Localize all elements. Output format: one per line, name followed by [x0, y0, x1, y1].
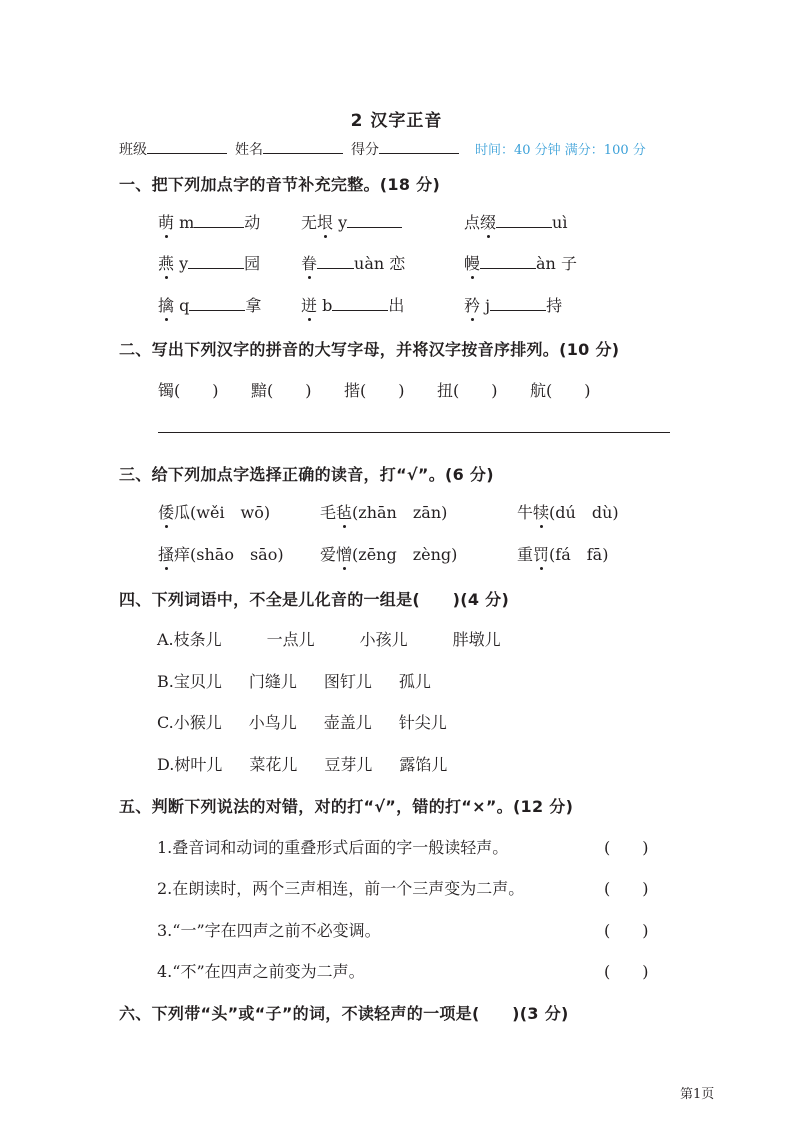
q4-option-c[interactable]: C.小猴儿 小鸟儿 壶盖儿 针尖儿	[157, 713, 447, 732]
reading-options[interactable]: (zhān zān)	[352, 503, 448, 522]
answer-blank[interactable]	[317, 254, 354, 269]
q5-answer-paren-2[interactable]: ( )	[604, 879, 649, 898]
suffix: 出	[388, 296, 405, 315]
q1-item-3	[464, 210, 567, 233]
time-score-meta: 时间：40 分钟 满分：100 分	[475, 143, 646, 158]
option-letter: C.	[157, 713, 174, 732]
dotted-char: 缀	[480, 210, 496, 233]
q5-heading: 五、判断下列说法的对错，对的打“√”，错的打“×”。(12 分)	[119, 797, 574, 816]
q3-heading: 三、给下列加点字选择正确的读音，打“√”。(6 分)	[119, 465, 494, 484]
name-label: 姓名	[235, 142, 263, 158]
reading-options[interactable]: (shāo sāo)	[190, 545, 284, 564]
reading-options[interactable]: (fá fā)	[549, 545, 609, 564]
initial: j	[480, 296, 491, 315]
q1-heading: 一、把下列加点字的音节补充完整。(18 分)	[119, 175, 441, 194]
q1-item-7	[158, 293, 261, 316]
score-field[interactable]	[379, 139, 459, 154]
reading-options[interactable]: (wěi wō)	[190, 503, 271, 522]
q3-item-4[interactable]: 搔痒(shāo sāo)	[158, 542, 284, 565]
answer-paren[interactable]: ( )	[267, 381, 312, 400]
dotted-char: 萌	[158, 210, 174, 233]
answer-blank[interactable]	[490, 296, 546, 311]
answer-blank[interactable]	[189, 296, 245, 311]
q2-char-3	[344, 378, 405, 401]
dotted-char: 幔	[464, 251, 480, 274]
q3-item-2[interactable]: 毛毡(zhān zān)	[320, 500, 447, 523]
suffix: 动	[244, 213, 261, 232]
dotted-char: 搔	[158, 542, 174, 565]
prefix: 无	[301, 213, 318, 232]
dotted-char: 迸	[301, 293, 317, 316]
q5-answer-paren-1[interactable]: ( )	[604, 838, 649, 857]
q2-char-2	[251, 378, 312, 401]
q2-char-5	[530, 378, 591, 401]
initial: m	[174, 213, 195, 232]
q5-answer-paren-3[interactable]: ( )	[604, 921, 649, 940]
final: uàn	[354, 254, 385, 273]
dotted-char: 毡	[336, 500, 352, 523]
page-title: 2 汉字正音	[350, 111, 443, 131]
q2-char-4	[437, 378, 498, 401]
q2-heading: 二、写出下列汉字的拼音的大写字母，并将汉字按音序排列。(10 分)	[119, 340, 620, 359]
q1-item-2	[301, 210, 402, 233]
initial: y	[333, 213, 348, 232]
q2-answer-line[interactable]	[158, 432, 670, 433]
reading-options[interactable]: (zēng zèng)	[352, 545, 458, 564]
dotted-char: 犊	[533, 500, 549, 523]
final: uì	[552, 213, 568, 232]
option-letter: A.	[157, 630, 174, 649]
student-info-row	[119, 139, 646, 159]
class-field[interactable]	[147, 139, 227, 154]
q4-option-b[interactable]: B.宝贝儿 门缝儿 图钉儿 孤儿	[157, 672, 431, 691]
q5-statement-4: 4.“不”在四声之前变为二声。	[157, 962, 365, 981]
answer-blank[interactable]	[480, 254, 536, 269]
answer-paren[interactable]: ( )	[174, 381, 219, 400]
dotted-char: 憎	[336, 542, 352, 565]
q1-item-4	[158, 251, 260, 274]
q5-statement-3: 3.“一”字在四声之前不必变调。	[157, 921, 381, 940]
q3-item-3[interactable]: 牛犊(dú dù)	[517, 500, 619, 523]
char: 黯	[251, 381, 268, 400]
prefix: 点	[464, 213, 481, 232]
class-label: 班级	[119, 142, 147, 158]
answer-blank[interactable]	[332, 296, 388, 311]
q6-heading: 六、下列带“头”或“子”的词，不读轻声的一项是( )(3 分)	[119, 1004, 569, 1023]
q1-item-5	[301, 251, 405, 274]
q5-statement-1: 1.叠音词和动词的重叠形式后面的字一般读轻声。	[157, 838, 509, 857]
q3-item-1[interactable]: 倭瓜(wěi wō)	[158, 500, 270, 523]
suffix: 园	[244, 254, 261, 273]
answer-blank[interactable]	[194, 213, 244, 228]
suffix: 子	[555, 254, 577, 273]
dotted-char: 矜	[464, 293, 480, 316]
initial: y	[174, 254, 189, 273]
answer-paren[interactable]: ( )	[546, 381, 591, 400]
initial: b	[317, 296, 333, 315]
q1-item-9	[464, 293, 562, 316]
score-label: 得分	[351, 142, 379, 158]
suffix: 拿	[245, 296, 262, 315]
char: 镯	[158, 381, 175, 400]
q1-item-8	[301, 293, 404, 316]
suffix: 持	[546, 296, 563, 315]
char: 揩	[344, 381, 361, 400]
name-field[interactable]	[263, 139, 343, 154]
char: 扭	[437, 381, 454, 400]
q1-item-1	[158, 210, 260, 233]
q3-item-5[interactable]: 爱憎(zēng zèng)	[320, 542, 457, 565]
q4-heading: 四、下列词语中，不全是儿化音的一组是( )(4 分)	[119, 590, 510, 609]
reading-options[interactable]: (dú dù)	[549, 503, 619, 522]
dotted-char: 垠	[317, 210, 333, 233]
answer-blank[interactable]	[496, 213, 552, 228]
answer-paren[interactable]: ( )	[453, 381, 498, 400]
initial: q	[174, 296, 190, 315]
answer-blank[interactable]	[188, 254, 244, 269]
dotted-char: 罚	[533, 542, 549, 565]
q1-item-6	[464, 251, 577, 274]
option-letter: D.	[157, 755, 175, 774]
q4-option-a[interactable]: A.枝条儿 一点儿 小孩儿 胖墩儿	[157, 630, 501, 649]
char: 航	[530, 381, 547, 400]
option-letter: B.	[157, 672, 174, 691]
final: àn	[536, 254, 556, 273]
q5-statement-2: 2.在朗读时，两个三声相连，前一个三声变为二声。	[157, 879, 525, 898]
dotted-char: 擒	[158, 293, 174, 316]
answer-paren[interactable]: ( )	[360, 381, 405, 400]
dotted-char: 倭	[158, 500, 174, 523]
page-number: 第1页	[680, 1087, 715, 1102]
dotted-char: 眷	[301, 251, 317, 274]
dotted-char: 燕	[158, 251, 174, 274]
q3-item-6[interactable]: 重罚(fá fā)	[517, 542, 608, 565]
suffix: 恋	[384, 254, 406, 273]
q2-char-1	[158, 378, 219, 401]
q5-answer-paren-4[interactable]: ( )	[604, 962, 649, 981]
q4-option-d[interactable]: D.树叶儿 菜花儿 豆芽儿 露馅儿	[157, 755, 448, 774]
answer-blank[interactable]	[347, 213, 402, 228]
